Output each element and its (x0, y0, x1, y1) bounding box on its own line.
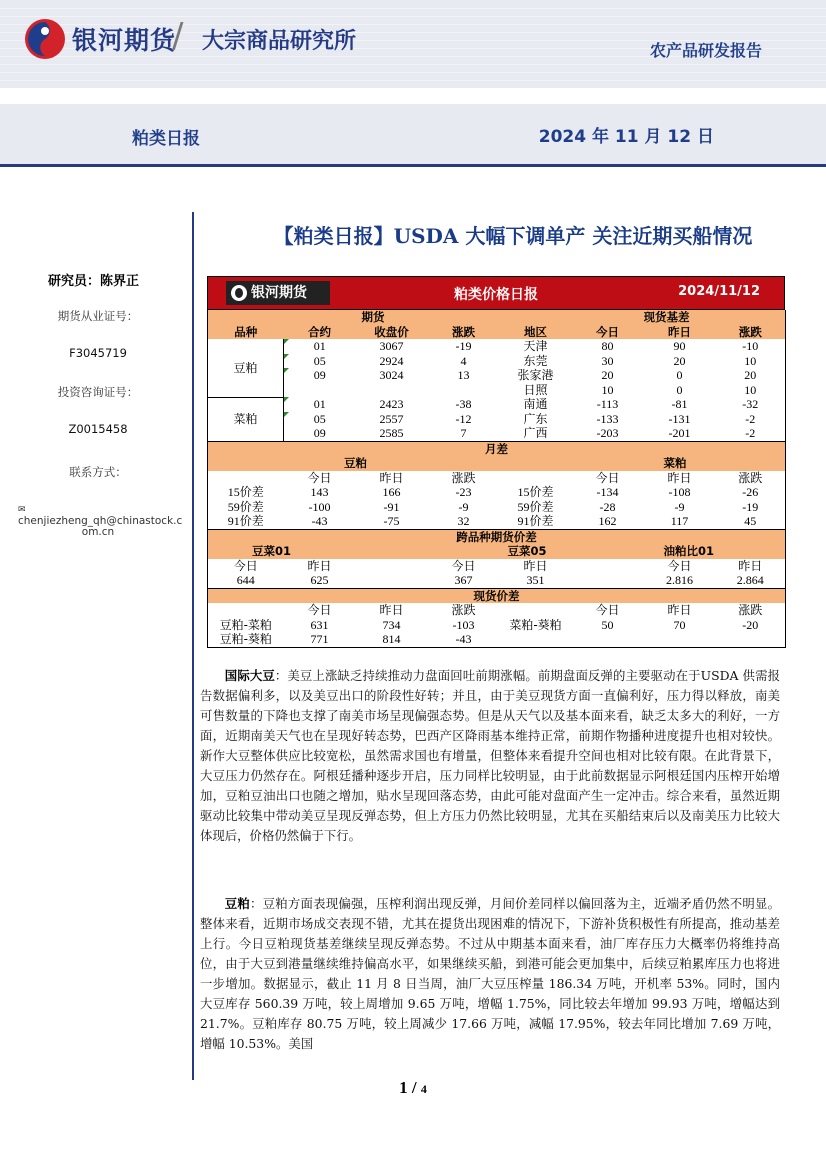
paragraph-soybean: 国际大豆：美豆上涨缺乏持续推动力盘面回吐前期涨幅。前期盘面反弹的主要驱动在于USDA 供需报告数据偏利多，以及美豆出口的阶段性好转；并且，由于美豆现货方面一直偏利好，压力得以释放，南美可售数量的下降也支撑了南美市场呈现偏强态势。但是从天气以及基本面来看，缺乏太多大的利好，一方面，近期南美天气也在呈现好转态势，巴西产区降雨基本维持正常，前期作物播种进度提升也相对较快。新作大豆整体供应比较宽松，虽然需求国也有增量，但整体来看提升空间也相对比较有限。在此背景下，大豆压力仍然存在。阿根廷播种逐步开启，压力同样比较明显，由于此前数据显示阿根廷国内压榨开始增加，豆粕豆油出口也随之增加，贴水呈现回落态势，由此可能对盘面产生一定冲击。综合来看，虽然近期驱动比较集中带动美豆呈现反弹态势，但上方压力仍然比较明显，尤其在买船结束后以及南美压力比较大体现后，价格仍然偏于下行。 (200, 668, 780, 843)
table-logo: 银河期货 (226, 281, 330, 305)
table-row: 59价差 -100 -91 -9 59价差 -28 -9 -19 (227, 499, 759, 514)
monthly-subheader: 豆粕 菜粕 (208, 456, 786, 471)
page-number: 1 / 4 (399, 1078, 427, 1097)
table-row: 91价差 -43 -75 32 91价差 162 117 45 (227, 514, 757, 529)
consult-license: Z0015458 (68, 422, 128, 436)
table-row: 09 3024 13 张家港 20 0 20 (208, 368, 786, 383)
table-row: 15价差 143 166 -23 15价差 -134 -108 -26 (227, 485, 759, 500)
futures-basis-header: 期货 现货基差 (208, 310, 786, 325)
table-row: 今日 昨日 今日 昨日 今日 昨日 (233, 558, 763, 573)
table-row: 豆粕-葵粕 771 814 -43 (219, 632, 472, 647)
report-name: 粕类日报 (132, 129, 200, 149)
table-row: 05 2557 -12 广东 -133 -131 -2 (208, 412, 786, 427)
futures-license-label: 期货从业证号： (57, 309, 139, 323)
brand-name: 银河期货 (72, 26, 177, 55)
column-header-row: 品种 合约 收盘价 涨跌 地区 今日 昨日 涨跌 (208, 325, 786, 340)
consult-license-label: 投资咨询证号： (57, 385, 139, 399)
table-row: 豆粕 01 3067 -19 天津 80 90 -10 (208, 339, 786, 354)
header-band (0, 0, 826, 88)
table-row: 日照 10 0 10 (523, 382, 757, 397)
price-table (207, 276, 785, 648)
price-table-date: 2024/11/12 (678, 284, 760, 299)
report-date: 2024 年 11 月 12 日 (538, 127, 714, 147)
price-grid (207, 310, 786, 648)
divider-line (192, 212, 194, 1080)
spot-header: 现货价差 (208, 588, 786, 603)
cross-subheader: 豆菜01 豆菜05 油粕比01 (208, 544, 786, 559)
paragraph-lead: 豆粕 (224, 896, 251, 911)
institute-name: 大宗商品研究所 (202, 29, 357, 54)
report-type: 农产品研发报告 (649, 41, 762, 60)
table-row: 豆粕-菜粕 631 734 -103 菜粕-葵粕 50 70 -20 (219, 617, 759, 632)
monthly-header: 月差 (208, 441, 786, 456)
contact-label: 联系方式： (69, 465, 127, 479)
cross-header: 跨品种期货价差 (208, 529, 786, 544)
paragraph-soymeal: 豆粕：豆粕方面表现偏强，压榨利润出现反弹，月间价差同样以偏回落为主，近端矛盾仍然不明显。整体来看，近期市场成交表现不错，尤其在提货出现困难的情况下，下游补货积极性有所提高，推动基差上行。今日豆粕现货基差继续呈现反弹态势。不过从中期基本面来看，油厂库存压力大概率仍将维持高位，由于大豆到港量继续维持偏高水平，如果继续买船，到港可能会更加集中，后续豆粕累库压力也将进一步增加。数据显示，截止 11 月 8 日当周，油厂大豆压榨量 186.34 万吨，开机率 53%。同时，国内大豆库存 560.39 万吨，较上周增加 9.65 万吨，增幅 1.75%，同比较去年增加 99.93 万吨，增幅达到 21.7%。豆粕库存 80.75 万吨，较上周减少 17.66 万吨，减幅 17.95%，较去年同比增加 7.69 万吨，增幅 10.53%。美国 (200, 896, 781, 1051)
table-row: 09 2585 7 广西 -203 -201 -2 (313, 426, 756, 441)
table-row: 644 625 367 351 2.816 2.864 (236, 573, 764, 588)
paragraph-lead: 国际大豆 (224, 668, 275, 683)
page-title: 【粕类日报】USDA 大幅下调单产 关注近期买船情况 (273, 224, 753, 248)
futures-license: F3045719 (69, 346, 127, 360)
table-row: 05 2924 4 东莞 30 20 10 (208, 354, 786, 369)
researcher: 研究员：陈界正 (48, 274, 140, 289)
email-link-cont[interactable]: om.cn (81, 526, 115, 538)
table-row: 今日 昨日 涨跌 今日 昨日 涨跌 (307, 603, 763, 618)
mail-icon: ✉ (18, 505, 26, 515)
brand-separator: / (172, 16, 184, 56)
table-row: 今日 昨日 涨跌 今日 昨日 涨跌 (307, 470, 763, 485)
brand-logo-icon (24, 18, 66, 60)
email-link[interactable]: ✉chenjiezheng_qh@chinastock.c (18, 505, 183, 527)
price-table-title: 粕类价格日报 (454, 287, 538, 303)
table-row: 菜粕 01 2423 -38 南通 -113 -81 -32 (208, 397, 786, 412)
price-table-header (207, 276, 785, 310)
